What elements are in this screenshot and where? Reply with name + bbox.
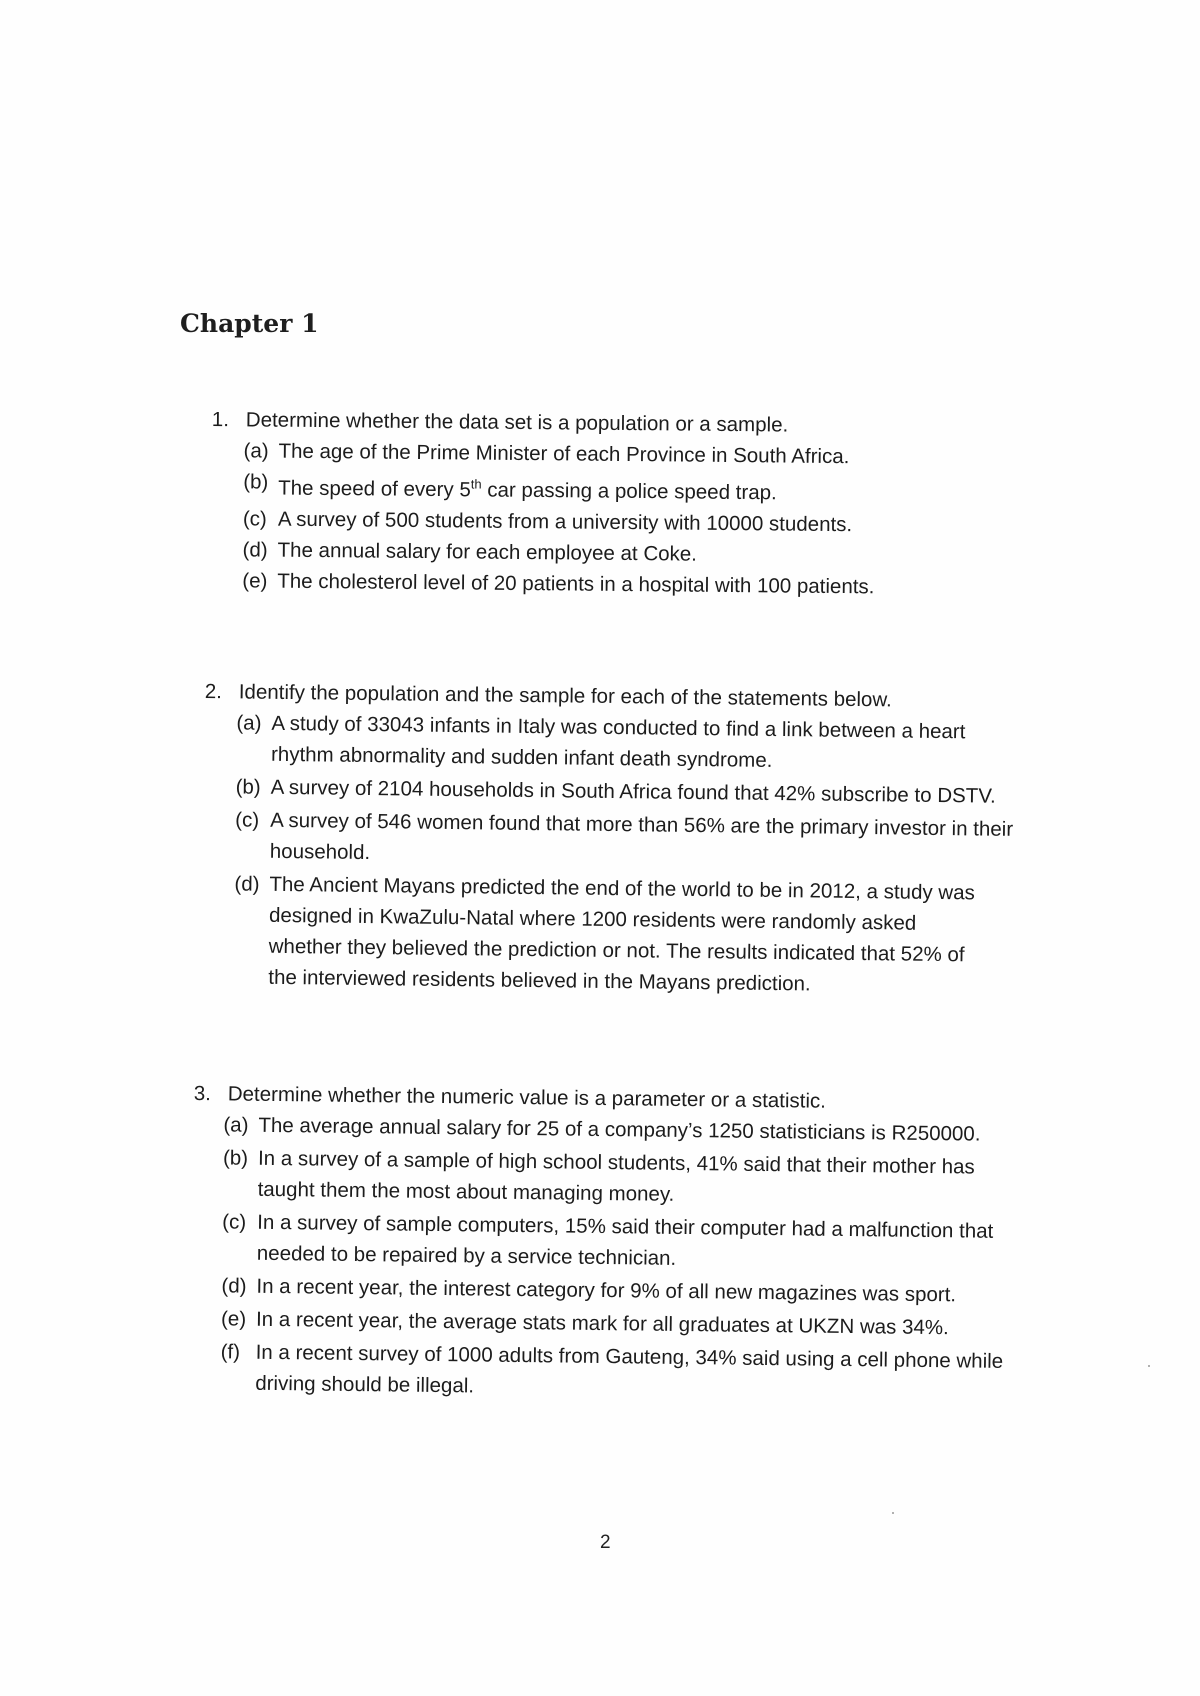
part-text: A survey of 546 women found that more than 56% are the primary investor in their household.: [269, 808, 1014, 865]
question-part: [235, 804, 1026, 876]
question-part: [242, 565, 970, 603]
question-prompt: Identify the population and the sample for each of the statements below.: [238, 680, 892, 712]
part-text: The average annual salary for 25 of a company’s 1250 statisticians is R250000.: [258, 1113, 981, 1146]
part-label: (b): [243, 470, 269, 494]
part-label: (d): [242, 538, 268, 562]
question-parts: [220, 1109, 1023, 1408]
part-text: In a recent year, the interest category for 9% of all new magazines was sport.: [256, 1274, 957, 1307]
question-number: 1.: [211, 407, 230, 432]
part-text-after: car passing a police speed trap.: [481, 478, 777, 505]
question-part: [222, 1142, 1023, 1214]
part-label: (a): [236, 711, 262, 735]
part-label: (e): [220, 1307, 247, 1331]
question-prompt: Determine whether the numeric value is a parameter or a statistic.: [227, 1082, 827, 1113]
part-label: (a): [223, 1113, 249, 1137]
part-label: (d): [234, 872, 260, 896]
part-label: (c): [242, 507, 267, 531]
part-label: (b): [222, 1146, 249, 1170]
scan-speck: [1148, 1365, 1150, 1367]
chapter-title: Chapter 1: [180, 309, 319, 338]
part-text: In a recent year, the average stats mark for all graduates at UKZN was 34%.: [255, 1307, 949, 1340]
question-parts: [233, 707, 1026, 1002]
part-text: The age of the Prime Minister of each Province in South Africa.: [278, 439, 850, 469]
part-text: In a survey of sample computers, 15% said their computer had a malfunction that needed to be repaired by a service technician.: [256, 1210, 994, 1270]
part-text: In a survey of a sample of high school students, 41% said that their mother has taught them the most about managing money.: [257, 1146, 975, 1206]
part-label: (c): [222, 1210, 247, 1234]
scan-speck: [892, 1512, 894, 1514]
part-label: (a): [243, 439, 269, 463]
part-text: The cholesterol level of 20 patients in a hospital with 100 patients.: [277, 569, 875, 599]
part-label: (e): [242, 569, 268, 593]
part-label: (d): [221, 1274, 247, 1298]
part-label: (b): [235, 775, 261, 799]
part-text: In a recent survey of 1000 adults from Gauteng, 34% said using a cell phone while driving should be illegal.: [255, 1340, 1004, 1398]
question-part: [220, 1336, 1021, 1408]
question-part: [236, 707, 1027, 779]
part-text: A survey of 500 students from a university with 10000 students.: [277, 507, 853, 536]
question-part: [222, 1206, 1023, 1278]
question-parts: [242, 435, 972, 603]
question-number: 2.: [204, 679, 223, 704]
part-text: A study of 33043 infants in Italy was conducted to find a link between a heart rhythm abnormality and sudden infant death syndrome.: [270, 711, 966, 772]
question-1: [210, 404, 972, 603]
ordinal-superscript: th: [470, 476, 482, 492]
part-label: (c): [235, 808, 260, 832]
part-text: The Ancient Mayans predicted the end of the world to be in 2012, a study was designed in KwaZulu-Natal where 1200 residents were randomly asked whether they believed the prediction or not. The results indicated that 52% of the interviewed residents believed in the Mayans prediction.: [268, 872, 975, 996]
part-text-before: The speed of every 5: [278, 476, 471, 502]
question-3: [190, 1078, 1074, 1411]
part-label: (f): [220, 1340, 241, 1364]
page-number: 2: [600, 1532, 611, 1553]
question-part: [233, 868, 1024, 1002]
question-number: 3.: [193, 1081, 212, 1106]
part-text: The annual salary for each employee at Coke.: [277, 538, 698, 566]
question-prompt: Determine whether the data set is a population or a sample.: [245, 408, 789, 437]
part-text: A survey of 2104 households in South Africa found that 42% subscribe to DSTV.: [270, 775, 996, 808]
question-2: [201, 676, 1085, 1005]
